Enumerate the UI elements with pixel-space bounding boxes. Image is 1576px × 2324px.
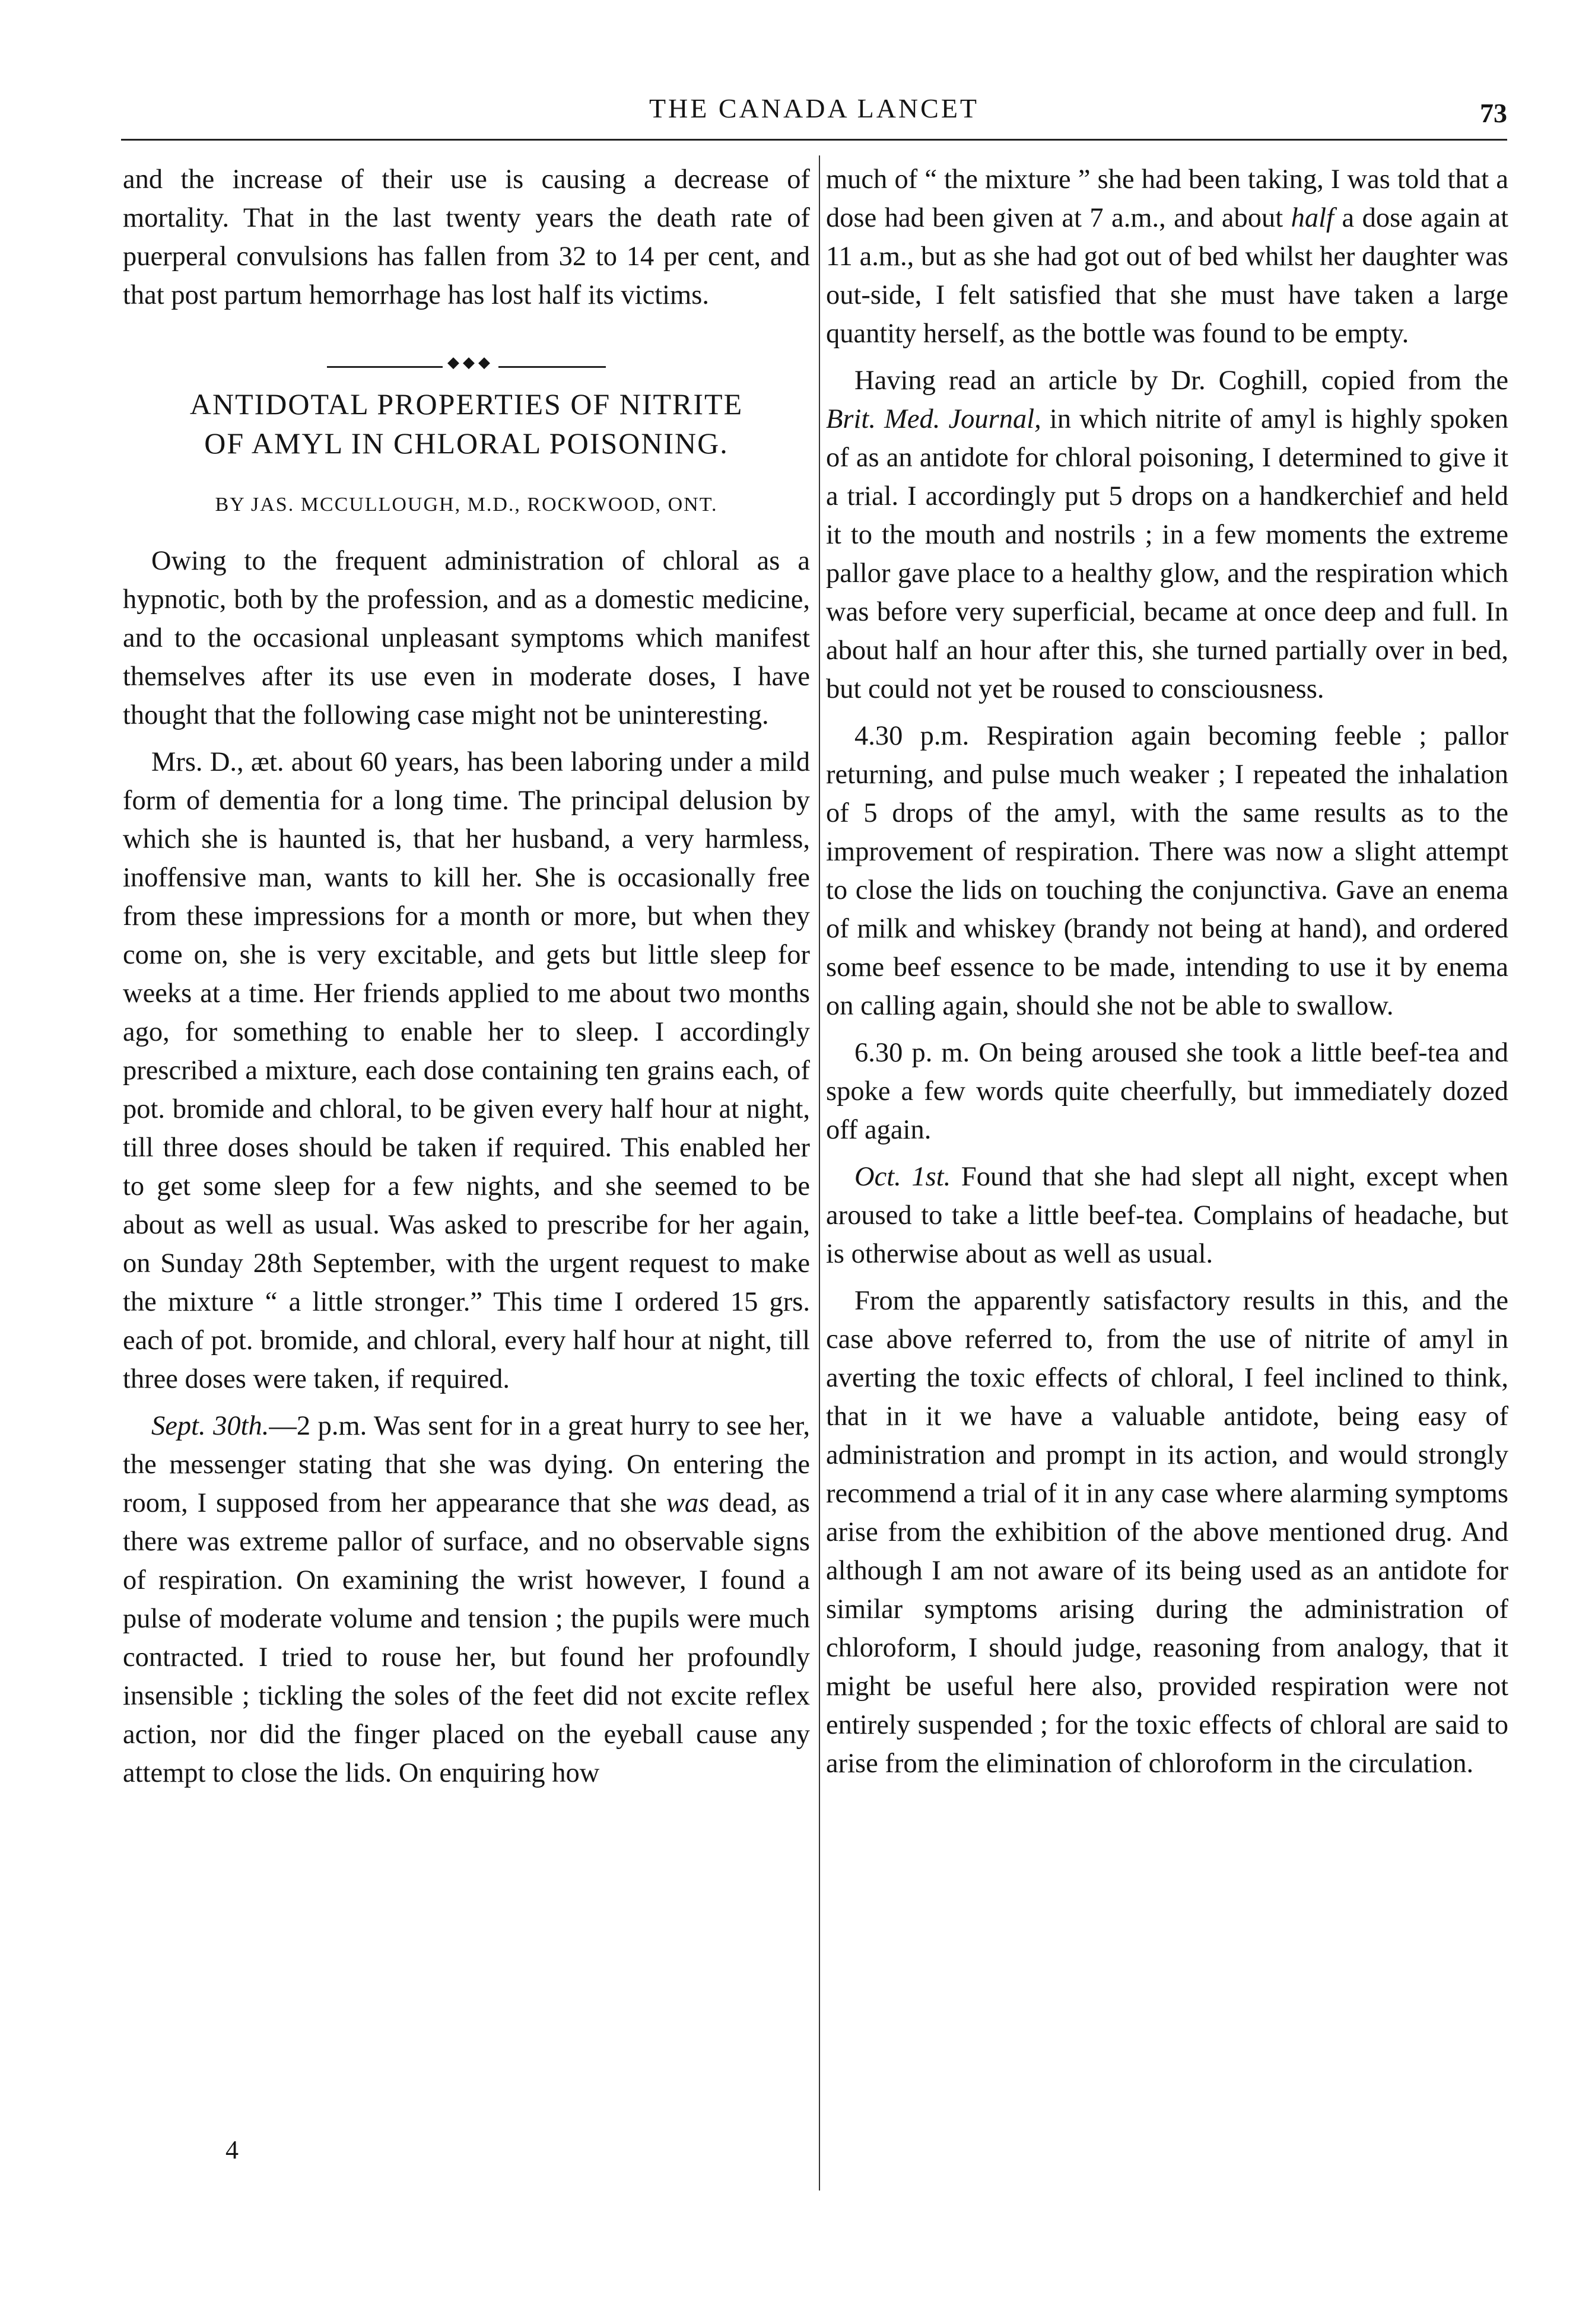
article-title-line-2: OF AMYL IN CHLORAL POISONING.: [204, 427, 729, 460]
column-divider: [819, 155, 820, 2191]
paragraph-coghill: [826, 361, 1508, 708]
paragraph-oct-1: [826, 1158, 1508, 1273]
paragraph-coghill-text-b: in which nitrite of amyl is highly spoken of as an antidote for chloral poisoning, I determined to give it a trial. I accordingly put 5 drops on a handkerchief and held it to the mouth and nostrils ; in a few moments the extreme pallor gave place to a healthy glow, and the respiration which was before very superficial, became at once deep and full. In about half an hour after this, she turned partially over in bed, but could not yet be roused to consciousness.: [826, 404, 1508, 704]
continued-paragraph: and the increase of their use is causing a decrease of mortality. That in the last twenty years the death rate of puerperal convulsions has fallen from 32 to 14 per cent, and that post partum hemorrhage has lost half its victims.: [123, 164, 810, 310]
emphasis-was: was: [666, 1488, 710, 1518]
left-column: [123, 160, 810, 1792]
right-column: [826, 160, 1508, 1783]
date-sept-30: Sept. 30th.: [151, 1411, 269, 1441]
paragraph-mixture-text-b: a dose again at 11 a.m., but as she had got out of bed whilst her daughter was out-side, I felt satisfied that she must have taken a large quantity herself, as the bottle was found to be empty.: [826, 203, 1508, 349]
date-oct-1: Oct. 1st.: [854, 1162, 951, 1192]
paragraph-case: Mrs. D., æt. about 60 years, has been laboring under a mild form of dementia for a long time. The principal delusion by which she is haunted is, that her husband, a very harmless, inoffensive man, wants to kill her. She is occasionally free from these impressions for a month or more, but when they come on, she is very excitable, and gets but little sleep for weeks at a time. Her friends applied to me about two months ago, for something to enable her to sleep. I accordingly prescribed a mixture, each dose containing ten grains each, of pot. bromide and chloral, to be given every half hour at night, till three doses should be taken if required. This enabled her to get some sleep for a few nights, and she seemed to be about as well as usual. Was asked to prescribe for her again, on Sunday 28th September, with the urgent request to make the mixture “ a little stronger.” This time I ordered 15 grs. each of pot. bromide, and chloral, every half hour at night, till three doses were taken, if required.: [123, 747, 810, 1394]
paragraph-430pm: 4.30 p.m. Respiration again becoming feeble ; pallor returning, and pulse much weaker ; I repeated the inhalation of 5 drops of the amyl, with the same results as to the improvement of respiration. There was now a slight attempt to close the lids on touching the conjunctiva. Gave an enema of milk and whiskey (brandy not being at hand), and ordered some beef essence to be made, intending to use it by enema on calling again, should she not be able to swallow.: [826, 721, 1508, 1021]
paragraph-mixture: [826, 160, 1508, 353]
paragraph-conclusion: From the apparently satisfactory results in this, and the case above referred to, from the use of nitrite of amyl in averting the toxic effects of chloral, I feel inclined to think, that in it we have a valuable antidote, being easy of administration and prompt in its action, and would strongly recommend a trial of it in any case where alarming symptoms arise from the exhibition of the above mentioned drug. And although I am not aware of its being used as an antidote for similar symptoms arising during the administration of chloroform, I should judge, reasoning from analogy, that it might be useful here also, provided respiration were not entirely suspended ; for the toxic effects of chloral are said to arise from the elimination of chloroform in the circulation.: [826, 1286, 1508, 1779]
article-title-line-1: ANTIDOTAL PROPERTIES OF NITRITE: [189, 387, 743, 421]
ornament-diamond-icon: ◆◆◆: [443, 343, 498, 381]
paragraph-630pm: 6.30 p. m. On being aroused she took a little beef-tea and spoke a few words quite cheerfully, but immediately dozed off again.: [826, 1038, 1508, 1145]
paragraph-sept-30-text-b: dead, as there was extreme pallor of surface, and no observable signs of respiration. On examining the wrist however, I found a pulse of moderate volume and tension ; the pupils were much contracted. I tried to rouse her, but found her profoundly insensible ; tickling the soles of the feet did not excite reflex action, nor did the finger placed on the eyeball cause any attempt to close the lids. On enquiring how: [123, 1488, 810, 1788]
emphasis-half: half: [1291, 203, 1334, 233]
paragraph-mixture-text-a: much of “ the mixture ” she had been taking, I was told that a dose had been given at 7 a.m., and about: [826, 164, 1508, 233]
paragraph-intro: Owing to the frequent administration of chloral as a hypnotic, both by the profession, and as a domestic medicine, and to the occasional unpleasant symptoms which manifest themselves after its use even in moderate doses, I have thought that the following case might not be uninteresting.: [123, 546, 810, 730]
section-ornament: [123, 345, 810, 371]
journal-name: Brit. Med. Journal,: [826, 404, 1041, 434]
signature-folio: 4: [225, 2135, 239, 2164]
paragraph-oct-1-text: Found that she had slept all night, except when aroused to take a little beef-tea. Complains of headache, but is otherwise about as well as usual.: [826, 1162, 1508, 1269]
paragraph-sept-30-text-a: —2 p.m. Was sent for in a great hurry to see her, the messenger stating that she was dying. On entering the room, I supposed from her appearance that she: [123, 1411, 810, 1518]
page-number: 73: [1480, 98, 1507, 128]
running-title: THE CANADA LANCET: [649, 93, 980, 123]
paragraph-coghill-text-a: Having read an article by Dr. Coghill, copied from the: [854, 365, 1508, 396]
running-header: [121, 87, 1507, 128]
article-byline: BY JAS. MCCULLOUGH, M.D., ROCKWOOD, ONT.: [215, 494, 718, 516]
article-title: [123, 384, 810, 463]
header-rule: [121, 139, 1507, 141]
paragraph-sept-30: [123, 1407, 810, 1792]
